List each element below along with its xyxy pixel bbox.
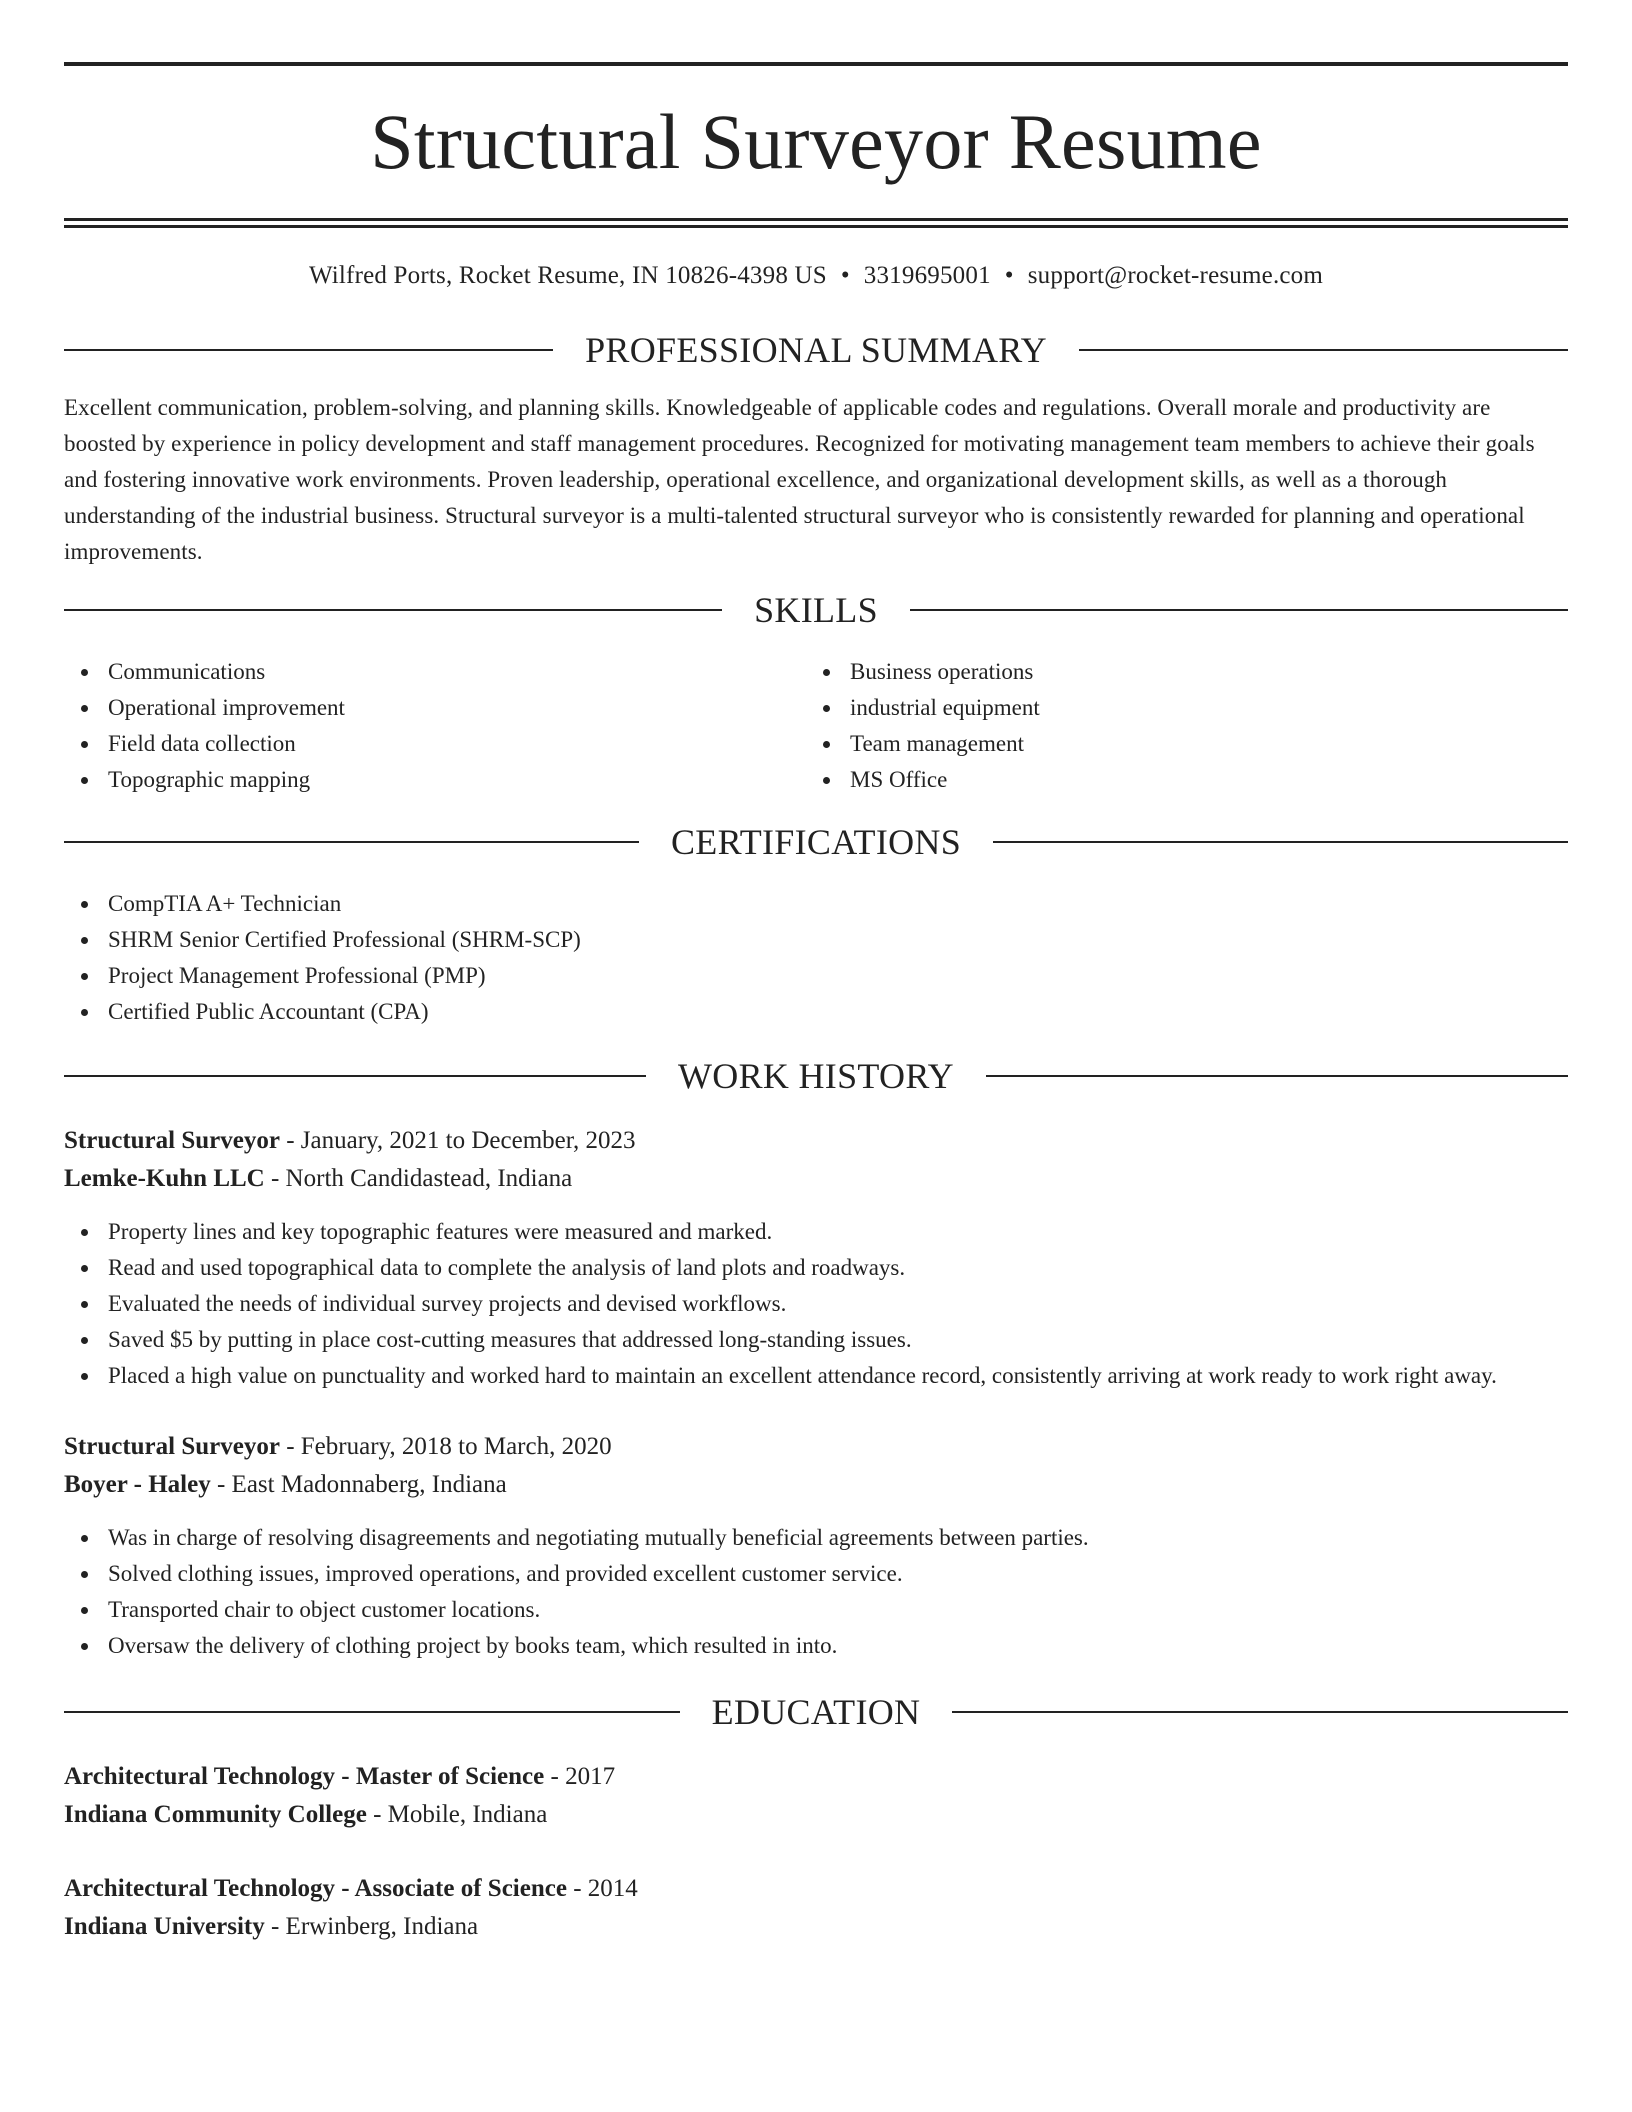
skill-item: Business operations xyxy=(806,654,1548,690)
certification-item: Project Management Professional (PMP) xyxy=(64,958,1568,994)
job-dates: - January, 2021 to December, 2023 xyxy=(279,1127,636,1154)
section-rule xyxy=(64,609,722,611)
education-school: Indiana University xyxy=(64,1913,265,1940)
section-rule xyxy=(64,349,553,351)
section-rule xyxy=(910,609,1568,611)
skill-item: Team management xyxy=(806,726,1548,762)
education-location: - Erwinberg, Indiana xyxy=(264,1913,479,1940)
job-company-line xyxy=(64,1160,1568,1198)
skill-item: Operational improvement xyxy=(64,690,806,726)
job-bullet: Evaluated the needs of individual survey projects and devised workflows. xyxy=(64,1286,1568,1322)
section-rule xyxy=(986,1075,1568,1077)
job-bullet: Was in charge of resolving disagreements and negotiating mutually beneficial agreements between parties. xyxy=(64,1520,1568,1556)
skill-item: industrial equipment xyxy=(806,690,1548,726)
job-bullets xyxy=(64,1214,1568,1394)
job-bullet: Saved $5 by putting in place cost-cutting measures that addressed long-standing issues. xyxy=(64,1322,1568,1358)
section-rule xyxy=(64,841,639,843)
job-entry xyxy=(64,1122,1568,1394)
contact-address: Wilfred Ports, Rocket Resume, IN 10826-4398 US xyxy=(308,262,827,289)
education-school-line xyxy=(64,1908,1568,1946)
section-rule xyxy=(64,1711,680,1713)
section-title-summary: PROFESSIONAL SUMMARY xyxy=(585,330,1047,370)
skill-item: MS Office xyxy=(806,762,1548,798)
education-year: - 2014 xyxy=(566,1875,638,1902)
job-location: - North Candidastead, Indiana xyxy=(264,1165,573,1192)
job-title: Structural Surveyor xyxy=(64,1433,280,1460)
section-rule xyxy=(64,1075,646,1077)
contact-phone: 3319695001 xyxy=(863,262,991,289)
skills-list-right xyxy=(806,654,1548,798)
education-school: Indiana Community College xyxy=(64,1801,367,1828)
section-title-education: EDUCATION xyxy=(711,1692,921,1732)
job-bullet: Property lines and key topographic features were measured and marked. xyxy=(64,1214,1568,1250)
section-header-work-history xyxy=(64,1054,1568,1098)
skill-item: Topographic mapping xyxy=(64,762,806,798)
education-year: - 2017 xyxy=(544,1763,616,1790)
job-bullet: Placed a high value on punctuality and worked hard to maintain an excellent attendance record, consistently arriving at work ready to work right away. xyxy=(64,1358,1568,1394)
top-rule xyxy=(64,62,1568,66)
title-double-rule xyxy=(64,218,1568,228)
section-rule xyxy=(952,1711,1568,1713)
section-rule xyxy=(1079,349,1568,351)
contact-separator: • xyxy=(1004,262,1014,289)
education-degree: Architectural Technology - Associate of Science xyxy=(64,1875,567,1902)
job-company: Boyer - Haley xyxy=(64,1471,211,1498)
job-bullets xyxy=(64,1520,1568,1664)
education-degree-line xyxy=(64,1870,1568,1908)
section-title-skills: SKILLS xyxy=(754,590,878,630)
job-bullet: Solved clothing issues, improved operations, and provided excellent customer service. xyxy=(64,1556,1568,1592)
education-location: - Mobile, Indiana xyxy=(366,1801,548,1828)
skills-columns xyxy=(64,654,1568,798)
certifications-list xyxy=(64,886,1568,1030)
education-degree-line xyxy=(64,1758,1568,1796)
section-header-summary xyxy=(64,328,1568,372)
section-header-education xyxy=(64,1690,1568,1734)
skill-item: Field data collection xyxy=(64,726,806,762)
job-company-line xyxy=(64,1466,1568,1504)
professional-summary-text: Excellent communication, problem-solving, and planning skills. Knowledgeable of applicable codes and regulations. Overall morale and productivity are boosted by experience in policy development and staff management procedures. Recognized for motivating management team members to achieve their goals and fostering innovative work environments. Proven leadership, operational excellence, and organizational development skills, as well as a thorough understanding of the industrial business. Structural surveyor is a multi-talented structural surveyor who is consistently rewarded for planning and operational improvements. xyxy=(64,395,1535,564)
job-title: Structural Surveyor xyxy=(64,1127,280,1154)
job-company: Lemke-Kuhn LLC xyxy=(64,1165,265,1192)
job-title-line xyxy=(64,1428,1568,1466)
certification-item: Certified Public Accountant (CPA) xyxy=(64,994,1568,1030)
job-location: - East Madonnaberg, Indiana xyxy=(210,1471,507,1498)
section-title-certifications: CERTIFICATIONS xyxy=(670,822,962,862)
job-title-line xyxy=(64,1122,1568,1160)
section-header-certifications xyxy=(64,820,1568,864)
contact-email: support@rocket-resume.com xyxy=(1027,262,1324,289)
skill-item: Communications xyxy=(64,654,806,690)
section-title-work-history: WORK HISTORY xyxy=(678,1056,954,1096)
education-entry xyxy=(64,1870,1568,1946)
job-bullet: Transported chair to object customer locations. xyxy=(64,1592,1568,1628)
resume-title: Structural Surveyor Resume xyxy=(370,98,1262,185)
education-degree: Architectural Technology - Master of Science xyxy=(64,1763,545,1790)
education-school-line xyxy=(64,1796,1568,1834)
job-entry xyxy=(64,1428,1568,1664)
job-dates: - February, 2018 to March, 2020 xyxy=(279,1433,612,1460)
education-entry xyxy=(64,1758,1568,1834)
skills-list-left xyxy=(64,654,806,798)
contact-line xyxy=(64,260,1568,292)
section-header-skills xyxy=(64,588,1568,632)
contact-separator: • xyxy=(840,262,850,289)
job-bullet: Oversaw the delivery of clothing project by books team, which resulted in into. xyxy=(64,1628,1568,1664)
certification-item: CompTIA A+ Technician xyxy=(64,886,1568,922)
section-rule xyxy=(993,841,1568,843)
job-bullet: Read and used topographical data to complete the analysis of land plots and roadways. xyxy=(64,1250,1568,1286)
certification-item: SHRM Senior Certified Professional (SHRM-SCP) xyxy=(64,922,1568,958)
